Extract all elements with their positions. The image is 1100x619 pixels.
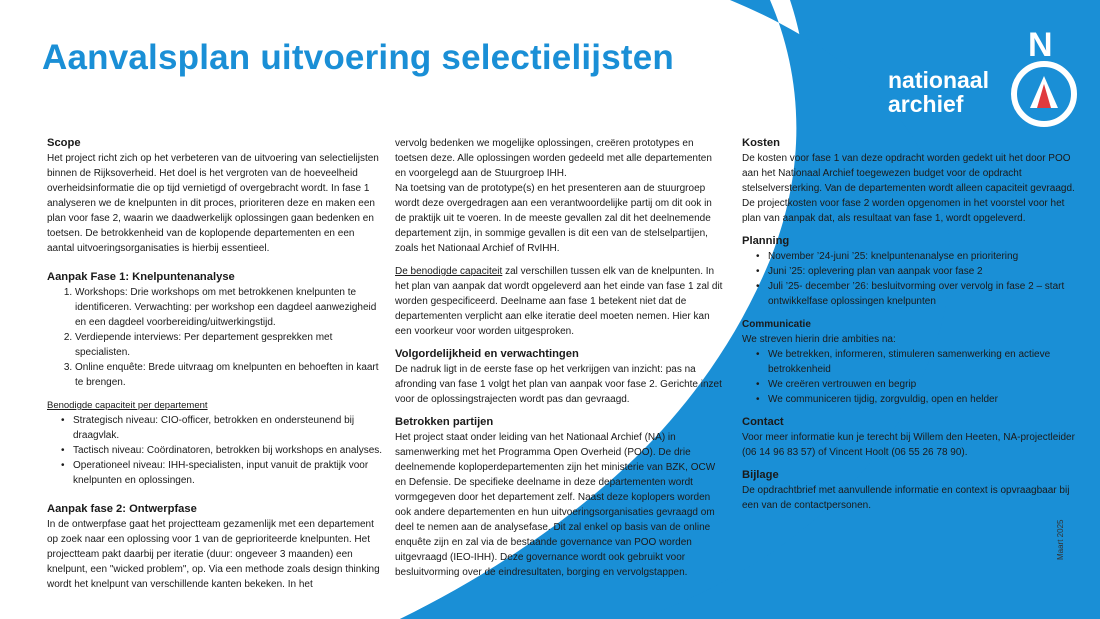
page-title: Aanvalsplan uitvoering selectielijsten [42, 38, 674, 77]
communicatie-list [742, 347, 1078, 407]
scope-heading: Scope [47, 137, 81, 149]
capaciteit-paragraph [395, 264, 725, 339]
capaciteit-link-text: De benodigde capaciteit [395, 266, 503, 277]
bijlage-text: De opdrachtbrief met aanvullende informatie en context is opvraagbaar bij een van de contactpersonen. [742, 485, 1070, 511]
capaciteit-rest-text: zal verschillen tussen elk van de knelpunten. In het plan van aanpak dat wordt opgeleverd aan het einde van fase 1 zal dit worden gespecificeerd. Deelname aan fase 1 betekent niet dat de departementen verplicht aan elke iteratie deel moeten nemen. Hier kan een voorkeur voor worden uitgesproken. [395, 266, 723, 337]
list-item: • Operationeel niveau: IHH-specialisten, input vanuit de praktijk voor knelpunten en oplossingen. [73, 458, 383, 488]
list-item: 2. Verdiepende interviews: Per departement gesprekken met specialisten. [75, 330, 383, 360]
fase1-list [47, 285, 383, 390]
kosten-heading: Kosten [742, 137, 780, 149]
column-left [47, 136, 383, 592]
contact-text: Voor meer informatie kun je terecht bij Willem den Heeten, NA-projectleider (06 14 96 83 57) of Vincent Hoolt (06 55 26 78 90). [742, 432, 1075, 458]
partijen-heading: Betrokken partijen [395, 416, 494, 428]
logo-line-2: archief [888, 91, 964, 117]
kosten-text: De kosten voor fase 1 van deze opdracht worden gedekt uit het door POO aan het Nationaal Archief toegewezen budget voor de opdracht stelselversterking. Van de departementen wordt alleen capaciteit gevraagd. De projectkosten voor fase 2 worden opgenomen in het voorstel voor het plan van aanpak dat, als resultaat van fase 1, wordt opgeleverd. [742, 153, 1075, 224]
volgorde-heading: Volgordelijkheid en verwachtingen [395, 348, 579, 360]
nationaal-archief-logo-icon [1008, 58, 1080, 130]
communicatie-heading: Communicatie [742, 319, 811, 330]
list-item: • Juli ’25- december ’26: besluitvorming over vervolg in fase 2 – start ontwikkelfase oplossingen knelpunten [768, 279, 1078, 309]
volgorde-text: De nadruk ligt in de eerste fase op het verkrijgen van inzicht: pas na afronding van fase 1 volgt het plan van aanpak voor fase 2. Gerichte inzet voor de oplossingstrajecten wordt pas dan gevraagd. [395, 364, 722, 405]
planning-heading: Planning [742, 235, 790, 247]
fase2-text: In de ontwerpfase gaat het projectteam gezamenlijk met een departement op zoek naar een oplossing voor 1 van de geprioriteerde knelpunten. Het projectteam pakt daarbij per iteratie (duur: ongeveer 3 maanden) een knelpunt, een "wicked problem", op. Via een methode zoals design thinking wordt het knelpunt van verschillende kanten bekeken. In het [47, 519, 380, 590]
list-item: • We betrekken, informeren, stimuleren samenwerking en actieve betrokkenheid [768, 347, 1078, 377]
column-right [742, 136, 1078, 513]
logo-line-1: nationaal [888, 67, 989, 93]
date-label: Maart 2025 [1056, 519, 1065, 560]
logo-wordmark [888, 68, 989, 116]
list-item: • Strategisch niveau: CIO-officer, betrokken en ondersteunend bij draagvlak. [73, 413, 383, 443]
contact-heading: Contact [742, 416, 784, 428]
partijen-text: Het project staat onder leiding van het Nationaal Archief (NA) in samenwerking met het Programma Open Overheid (POO). De drie deelnemende koploperdepartementen zijn het ministerie van BZK, OCW en Defensie. De specifieke deelname in deze departementen wordt vormgegeven door het departement zelf. Naast deze koplopers worden ook andere departementen en hun uitvoeringsorganisaties gevraagd om deel te nemen aan de analysefase. Dit zal enkel op basis van de online enquête zijn en zal via de bestaande governance van POO worden uitgevraagd (IEO-IHH). Deze governance wordt ook gebruikt voor besluitvorming over de eindresultaten, borging en vervolgstappen. [395, 432, 716, 578]
communicatie-intro: We streven hierin drie ambities na: [742, 334, 896, 345]
fase2-heading: Aanpak fase 2: Ontwerpfase [47, 503, 197, 515]
continued-text: vervolg bedenken we mogelijke oplossingen, creëren prototypes en toetsen deze. Alle oplossingen worden gedeeld met alle departementen en voorgelegd aan de Stuurgroep IHH. [395, 138, 712, 179]
list-item: • Tactisch niveau: Coördinatoren, betrokken bij workshops en analyses. [73, 443, 383, 458]
fase1-heading: Aanpak Fase 1: Knelpuntenanalyse [47, 271, 235, 283]
toetsing-text: Na toetsing van de prototype(s) en het presenteren aan de stuurgroep wordt deze overgedragen aan een verantwoordelijke partij om dit ook in de praktijk uit te voeren. In de meeste gevallen zal dit het deelnemende departement zijn, in sommige gevallen is dit een van de stelselpartijen, zoals het Nationaal Archief of RvIHH. [395, 183, 712, 254]
bijlage-heading: Bijlage [742, 469, 779, 481]
list-item: • We communiceren tijdig, zorgvuldig, open en helder [768, 392, 1078, 407]
capaciteit-list [47, 413, 383, 488]
planning-list [742, 249, 1078, 309]
scope-text: Het project richt zich op het verbeteren van de uitvoering van selectielijsten binnen de Rijksoverheid. Het doel is het vergroten van de hoeveelheid overheidsinformatie die op tijd vernietigd of overgebracht wordt. In fase 1 analyseren we de knelpunten in dit proces, prioriteren deze en maken een plan voor fase 2, waarin we daadwerkelijk oplossingen gaan bedenken en toetsen. De betrokkenheid van de koplopende departementen en een aantal uitvoeringsorganisaties is hierbij essentieel. [47, 153, 379, 254]
list-item: 3. Online enquête: Brede uitvraag om knelpunten en behoeften in kaart te brengen. [75, 360, 383, 390]
column-middle [395, 136, 725, 580]
capaciteit-subheading: Benodigde capaciteit per departement [47, 400, 208, 411]
list-item: • Juni ’25: oplevering plan van aanpak voor fase 2 [768, 264, 1078, 279]
list-item: • We creëren vertrouwen en begrip [768, 377, 1078, 392]
logo-letter: N [1028, 26, 1053, 64]
list-item: • November ’24-juni ’25: knelpuntenanalyse en prioritering [768, 249, 1078, 264]
list-item: 1. Workshops: Drie workshops om met betrokkenen knelpunten te identificeren. Verwachting: per workshop een dagdeel aanwezigheid en een dagdeel voorbereiding/uitwerkingstijd. [75, 285, 383, 330]
